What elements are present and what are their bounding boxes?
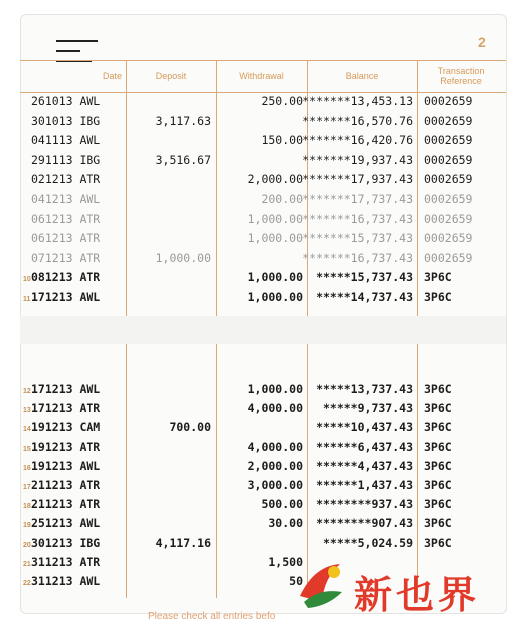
cell-balance: *****13,737.43 <box>316 382 413 396</box>
cell-deposit: 3,516.67 <box>155 152 211 167</box>
cell-balance: *******16,737.43 <box>302 250 413 265</box>
cell-withdrawal: 1,500 <box>268 554 303 569</box>
cell-balance: ******4,437.43 <box>316 458 413 473</box>
cell-date: 311213 AWL <box>31 574 101 588</box>
header-transaction-reference: Transaction Reference <box>437 66 485 86</box>
row-number: 11 <box>23 296 31 303</box>
cell-balance: *****9,737.43 <box>322 401 413 416</box>
table-row <box>0 249 523 268</box>
cell-date: 191213 ATR <box>31 439 101 454</box>
cell-deposit: 1,000.00 <box>155 250 211 265</box>
cell-reference: 3P6C <box>424 420 452 435</box>
cell-reference: 3P6C <box>424 535 452 550</box>
cell-deposit: 4,117.16 <box>155 535 211 550</box>
row-number: 19 <box>23 522 31 530</box>
table-row <box>0 229 523 248</box>
cell-date: 301213 IBG <box>31 535 101 550</box>
cell-reference: 0002659 <box>424 152 473 167</box>
table-row <box>0 92 523 111</box>
cell-balance: *******13,453.13 <box>302 94 413 108</box>
table-row <box>0 151 523 170</box>
cell-date: 311213 ATR <box>31 554 101 569</box>
cell-reference: 0002659 <box>424 172 473 187</box>
cell-date: 081213 ATR <box>31 270 101 285</box>
cell-balance: *******16,737.43 <box>302 211 413 226</box>
row-number: 18 <box>23 503 31 511</box>
table-row <box>0 438 523 457</box>
table-row <box>0 457 523 476</box>
cell-withdrawal: 1,000.00 <box>247 382 303 396</box>
cell-balance: ********937.43 <box>316 497 413 512</box>
header-balance: Balance <box>345 71 379 81</box>
cell-withdrawal: 2,000.00 <box>247 172 303 187</box>
cell-withdrawal: 4,000.00 <box>247 401 303 416</box>
cell-withdrawal: 150.00 <box>261 133 303 148</box>
cell-withdrawal: 2,000.00 <box>247 458 303 473</box>
cell-date: 251213 AWL <box>31 516 101 531</box>
cell-date: 191213 AWL <box>31 458 101 473</box>
cell-reference: 0002659 <box>424 192 473 206</box>
cell-balance: ********907.43 <box>316 516 413 531</box>
cell-withdrawal: 200.00 <box>261 192 303 206</box>
cell-reference: 3P6C <box>424 382 452 396</box>
cell-date: 171213 AWL <box>31 382 101 396</box>
table-row <box>0 399 523 418</box>
cell-reference: 0002659 <box>424 113 473 128</box>
row-number: 13 <box>23 407 31 415</box>
cell-withdrawal: 500.00 <box>261 497 303 512</box>
table-row <box>0 210 523 229</box>
cell-date: 291113 IBG <box>31 152 101 167</box>
cell-reference: 3P6C <box>424 401 452 416</box>
table-row <box>0 190 523 209</box>
cell-balance: *****10,437.43 <box>316 420 413 435</box>
cell-reference: 3P6C <box>424 497 452 512</box>
page-fold-gap <box>20 316 506 344</box>
cell-date: 211213 ATR <box>31 497 101 512</box>
table-row <box>0 514 523 533</box>
cell-reference: 3P6C <box>424 458 452 473</box>
watermark-emblem-icon <box>294 558 348 612</box>
cell-withdrawal: 4,000.00 <box>247 439 303 454</box>
row-number: 20 <box>23 541 31 549</box>
row-number: 12 <box>23 388 31 395</box>
cell-date: 061213 ATR <box>31 211 101 226</box>
footer-notice: Please check all entries befo <box>148 611 276 622</box>
cell-date: 021213 ATR <box>31 172 101 187</box>
watermark-text: 新也界 <box>354 572 481 617</box>
cell-date: 061213 ATR <box>31 231 101 246</box>
cell-balance: *******16,420.76 <box>302 133 413 148</box>
header-deposit: Deposit <box>155 71 187 81</box>
row-number: 14 <box>23 426 31 434</box>
table-row <box>0 170 523 189</box>
table-row <box>0 268 523 287</box>
cell-withdrawal: 1,000.00 <box>247 211 303 226</box>
cell-date: 171213 ATR <box>31 401 101 416</box>
table-row <box>0 380 523 399</box>
row-number: 21 <box>23 560 31 568</box>
cell-date: 301013 IBG <box>31 113 101 128</box>
cell-withdrawal: 50 <box>289 574 303 588</box>
cell-date: 171213 AWL <box>31 290 101 304</box>
cell-deposit: 3,117.63 <box>155 113 211 128</box>
row-number: 16 <box>23 464 31 472</box>
header-withdrawal: Withdrawal <box>239 71 284 81</box>
row-number: 15 <box>23 445 31 453</box>
table-row <box>0 534 523 553</box>
cell-balance: *******16,570.76 <box>302 113 413 128</box>
cell-reference: 0002659 <box>424 250 473 265</box>
cell-date: 041213 AWL <box>31 192 101 206</box>
table-row <box>0 112 523 131</box>
cell-reference: 3P6C <box>424 439 452 454</box>
table-row <box>0 131 523 150</box>
cell-date: 211213 ATR <box>31 478 101 492</box>
cell-reference: 0002659 <box>424 211 473 226</box>
cell-balance: *******15,737.43 <box>302 231 413 246</box>
cell-withdrawal: 250.00 <box>261 94 303 108</box>
page-number: 2 <box>478 34 486 50</box>
cell-withdrawal: 1,000.00 <box>247 270 303 285</box>
cell-balance: *******17,737.43 <box>302 192 413 206</box>
header-date: Date <box>102 71 122 81</box>
cell-balance: *****15,737.43 <box>316 270 413 285</box>
cell-date: 191213 CAM <box>31 420 101 435</box>
cell-balance: *******19,937.43 <box>302 152 413 167</box>
cell-reference: 0002659 <box>424 94 473 108</box>
table-row <box>0 418 523 437</box>
cell-reference: 0002659 <box>424 133 473 148</box>
cell-reference: 3P6C <box>424 478 452 492</box>
cell-reference: 3P6C <box>424 270 452 285</box>
cell-date: 071213 ATR <box>31 250 101 265</box>
table-row <box>0 495 523 514</box>
table-row <box>0 476 523 495</box>
cell-balance: *****14,737.43 <box>316 290 413 304</box>
cell-withdrawal: 30.00 <box>268 516 303 531</box>
cell-reference: 3P6C <box>424 290 452 304</box>
row-number: 22 <box>23 580 31 587</box>
cell-deposit: 700.00 <box>169 420 211 435</box>
watermark-logo <box>290 556 515 616</box>
cell-balance: *******17,937.43 <box>302 172 413 187</box>
cell-date: 041113 AWL <box>31 133 101 148</box>
row-number: 17 <box>23 484 31 491</box>
cell-date: 261013 AWL <box>31 94 101 108</box>
cell-balance: *****5,024.59 <box>322 535 413 550</box>
cell-withdrawal: 1,000.00 <box>247 231 303 246</box>
cell-withdrawal: 3,000.00 <box>247 478 303 492</box>
cell-withdrawal: 1,000.00 <box>247 290 303 304</box>
table-row <box>0 288 523 307</box>
cell-reference: 0002659 <box>424 231 473 246</box>
cell-balance: ******6,437.43 <box>316 439 413 454</box>
cell-balance: ******1,437.43 <box>316 478 413 492</box>
cell-reference: 3P6C <box>424 516 452 531</box>
row-number: 10 <box>23 276 31 284</box>
